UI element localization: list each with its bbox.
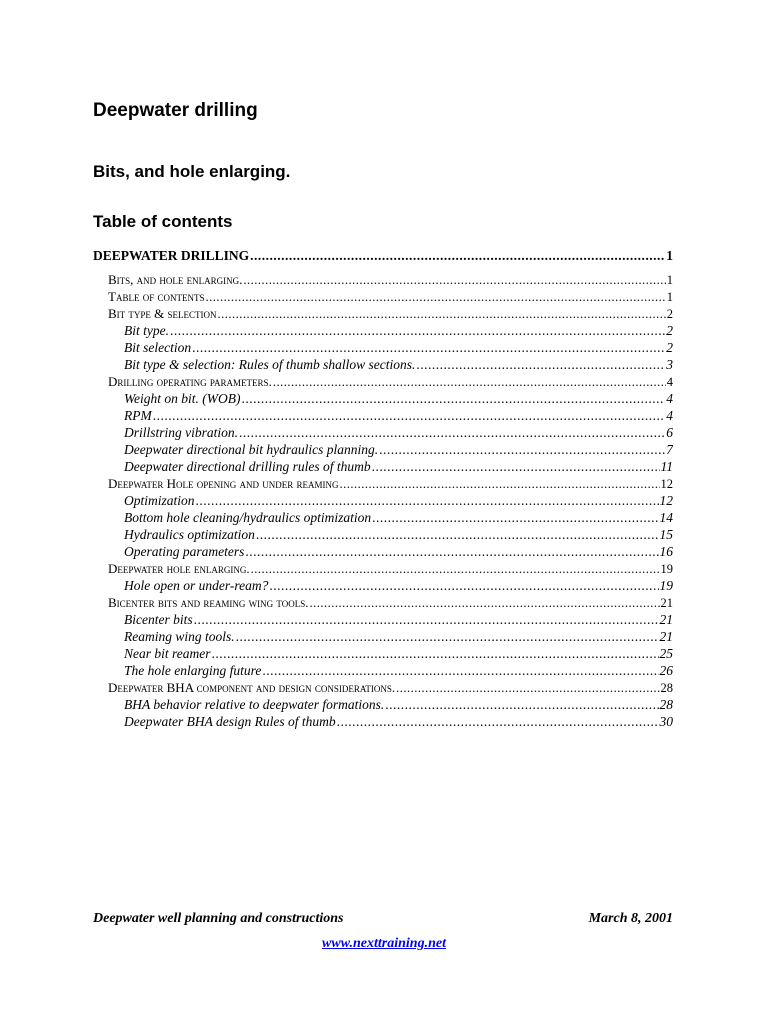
toc-entry-page: 16 (659, 544, 673, 559)
toc-entry-page: 4 (666, 391, 673, 406)
toc-dot-leader (205, 289, 665, 305)
toc-entry-page: 21 (659, 629, 673, 644)
toc-entry-page: 1 (666, 273, 673, 287)
toc-entry-page: 3 (666, 357, 673, 372)
toc-entry[interactable] (93, 305, 673, 322)
toc-entry-title: Bits, and hole enlarging. (108, 272, 243, 287)
page-footer (93, 911, 673, 927)
toc-entry-title: Reaming wing tools. (124, 629, 235, 644)
toc-entry-title: Bit type. (124, 323, 169, 338)
toc-dot-leader (256, 526, 659, 543)
toc-dot-leader (245, 543, 658, 560)
toc-entry-page: 12 (659, 493, 673, 508)
toc-entry[interactable] (93, 271, 673, 288)
toc-entry-title: Bit type & selection (108, 306, 217, 321)
toc-entry-page: 21 (659, 612, 673, 627)
toc-dot-leader (372, 458, 660, 475)
toc-entry[interactable] (93, 322, 673, 339)
toc-dot-leader (396, 680, 659, 696)
toc-entry-title: Deepwater directional drilling rules of thumb (124, 459, 371, 474)
toc-entry-title: DEEPWATER DRILLING (93, 248, 250, 263)
toc-dot-leader (212, 645, 659, 662)
toc-entry-page: 7 (666, 442, 673, 457)
footer-link[interactable]: www.nexttraining.net (322, 936, 446, 951)
toc-dot-leader (269, 577, 658, 594)
table-of-contents (93, 246, 673, 730)
document-title: Deepwater drilling (93, 100, 258, 121)
toc-dot-leader (218, 306, 666, 322)
toc-dot-leader (239, 424, 665, 441)
toc-dot-leader (241, 390, 665, 407)
toc-entry[interactable] (93, 458, 673, 475)
toc-entry[interactable] (93, 509, 673, 526)
toc-dot-leader (337, 713, 659, 730)
toc-dot-leader (379, 441, 665, 458)
toc-entry-page: 1 (666, 290, 673, 304)
toc-entry-page: 25 (659, 646, 673, 661)
toc-entry[interactable] (93, 560, 673, 577)
toc-entry-title: Bicenter bits (124, 612, 193, 627)
toc-dot-leader (192, 339, 665, 356)
toc-entry[interactable] (93, 424, 673, 441)
toc-entry-page: 4 (666, 375, 673, 389)
toc-entry-title: Drillstring vibration. (124, 425, 239, 440)
toc-dot-leader (273, 374, 666, 390)
toc-entry-title: The hole enlarging future (124, 663, 262, 678)
toc-entry-title: BHA behavior relative to deepwater formations. (124, 697, 385, 712)
toc-entry-page: 14 (659, 510, 673, 525)
toc-entry[interactable] (93, 577, 673, 594)
toc-entry-page: 2 (666, 323, 673, 338)
toc-dot-leader (250, 246, 665, 266)
toc-entry-page: 30 (659, 714, 673, 729)
toc-entry-title: Bit selection (124, 340, 192, 355)
toc-entry-title: Hole open or under-ream? (124, 578, 269, 593)
toc-entry-title: Bicenter bits and reaming wing tools. (108, 595, 309, 610)
toc-entry-page: 12 (660, 477, 673, 491)
toc-entry[interactable] (93, 611, 673, 628)
toc-entry-title: Deepwater BHA component and design considerations. (108, 680, 396, 695)
toc-entry-title: Bottom hole cleaning/hydraulics optimization (124, 510, 372, 525)
toc-entry-title: Table of contents (108, 289, 205, 304)
toc-entry-page: 11 (660, 459, 673, 474)
toc-entry-title: Weight on bit. (WOB) (124, 391, 241, 406)
toc-entry-page: 26 (659, 663, 673, 678)
toc-entry[interactable] (93, 526, 673, 543)
toc-dot-leader (251, 561, 660, 577)
toc-entry[interactable] (93, 543, 673, 560)
toc-entry-page: 4 (666, 408, 673, 423)
toc-entry-page: 28 (659, 697, 673, 712)
toc-entry[interactable] (93, 628, 673, 645)
toc-entry-title: RPM (124, 408, 152, 423)
toc-dot-leader (262, 662, 658, 679)
toc-entry[interactable] (93, 407, 673, 424)
toc-entry-page: 1 (666, 248, 673, 263)
toc-entry-page: 19 (660, 562, 673, 576)
toc-dot-leader (236, 628, 659, 645)
toc-dot-leader (243, 272, 665, 288)
toc-entry[interactable] (93, 288, 673, 305)
toc-entry-page: 2 (666, 340, 673, 355)
toc-entry[interactable] (93, 594, 673, 611)
toc-entry[interactable] (93, 441, 673, 458)
toc-dot-leader (310, 595, 660, 611)
toc-entry[interactable] (93, 696, 673, 713)
toc-entry-title: Deepwater Hole opening and under reaming (108, 476, 339, 491)
toc-entry-title: Near bit reamer (124, 646, 211, 661)
toc-entry[interactable] (93, 246, 673, 266)
toc-dot-leader (196, 492, 659, 509)
toc-entry[interactable] (93, 390, 673, 407)
footer-date: March 8, 2001 (588, 911, 673, 926)
toc-entry[interactable] (93, 339, 673, 356)
toc-entry-title: Hydraulics optimization (124, 527, 255, 542)
toc-entry-page: 2 (666, 307, 673, 321)
toc-entry-page: 28 (660, 681, 673, 695)
toc-dot-leader (416, 356, 665, 373)
toc-dot-leader (340, 476, 660, 492)
toc-entry[interactable] (93, 679, 673, 696)
toc-entry[interactable] (93, 662, 673, 679)
toc-dot-leader (194, 611, 659, 628)
toc-dot-leader (153, 407, 666, 424)
toc-entry-page: 15 (659, 527, 673, 542)
toc-entry-title: Operating parameters (124, 544, 245, 559)
toc-entry-title: Optimization (124, 493, 195, 508)
toc-entry[interactable] (93, 356, 673, 373)
toc-entry-page: 19 (659, 578, 673, 593)
toc-entry[interactable] (93, 492, 673, 509)
document-subtitle: Bits, and hole enlarging. (93, 162, 291, 181)
toc-entry-title: Deepwater BHA design Rules of thumb (124, 714, 336, 729)
toc-entry-page: 21 (660, 596, 673, 610)
toc-entry-page: 6 (666, 425, 673, 440)
toc-entry[interactable] (93, 475, 673, 492)
toc-entry[interactable] (93, 645, 673, 662)
toc-entry-title: Deepwater hole enlarging. (108, 561, 250, 576)
toc-entry-title: Deepwater directional bit hydraulics planning. (124, 442, 379, 457)
toc-entry-title: Bit type & selection: Rules of thumb shallow sections. (124, 357, 416, 372)
toc-entry-title: Drilling operating parameters. (108, 374, 272, 389)
toc-heading: Table of contents (93, 212, 233, 231)
footer-title: Deepwater well planning and constructions (93, 911, 344, 926)
toc-dot-leader (372, 509, 658, 526)
toc-entry[interactable] (93, 373, 673, 390)
toc-dot-leader (385, 696, 658, 713)
toc-dot-leader (170, 322, 665, 339)
toc-entry[interactable] (93, 713, 673, 730)
